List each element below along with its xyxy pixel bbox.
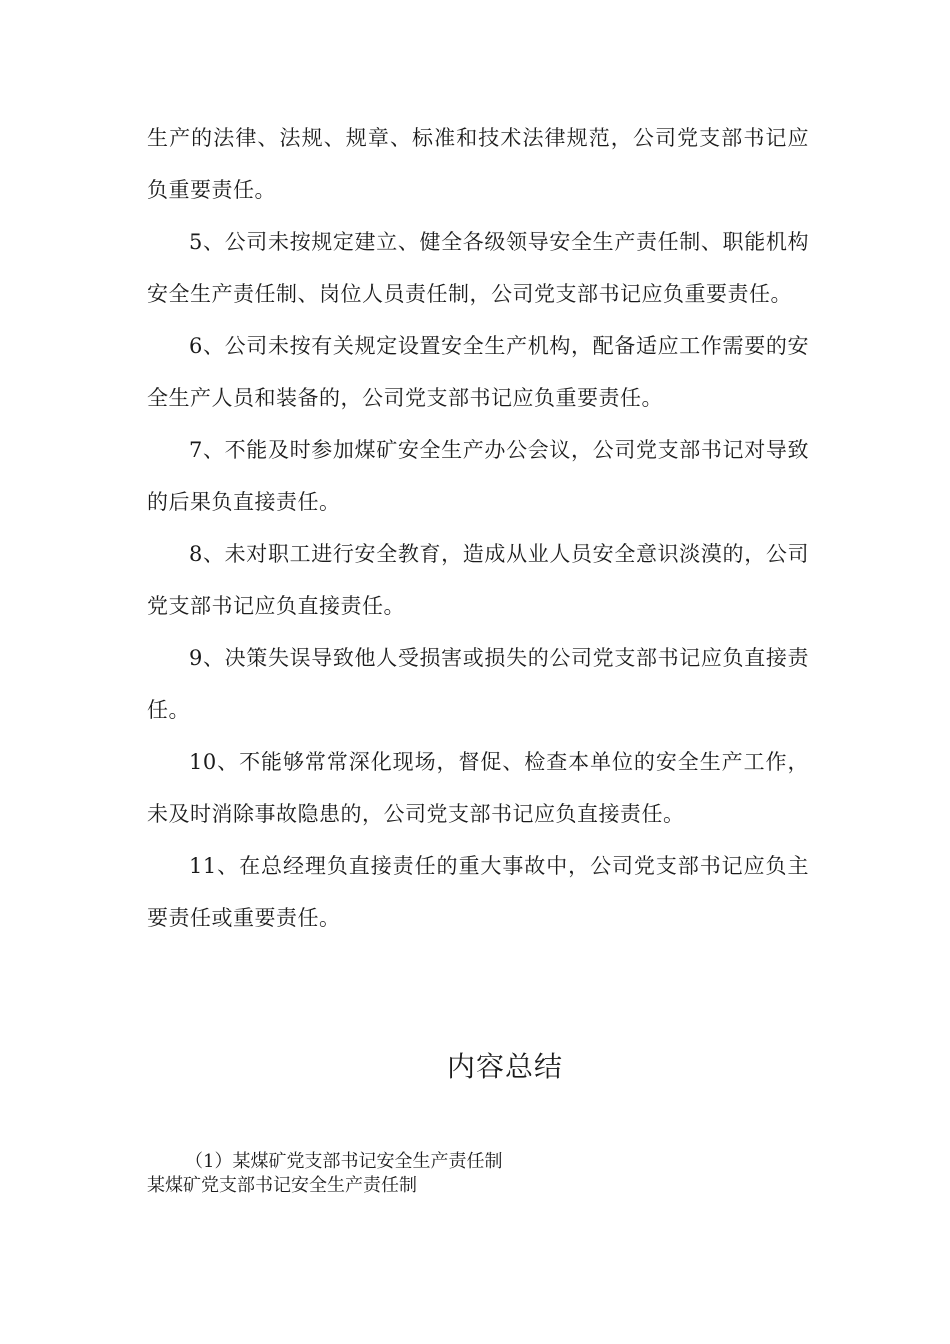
clause-7: 7、不能及时参加煤矿安全生产办公会议，公司党支部书记对导致的后果负直接责任。: [147, 438, 809, 514]
summary-list: [147, 1150, 809, 1198]
clause-5: 5、公司未按规定建立、健全各级领导安全生产责任制、职能机构安全生产责任制、岗位人员责任制，公司党支部书记应负重要责任。: [147, 230, 809, 306]
clause-8: 8、未对职工进行安全教育，造成从业人员安全意识淡漠的，公司党支部书记应负直接责任。: [147, 542, 809, 618]
paragraph-continuation: 生产的法律、法规、规章、标准和技术法律规范，公司党支部书记应负重要责任。: [147, 126, 809, 202]
clause-11: 11、在总经理负直接责任的重大事故中，公司党支部书记应负主要责任或重要责任。: [147, 854, 809, 930]
clause-6: 6、公司未按有关规定设置安全生产机构，配备适应工作需要的安全生产人员和装备的，公司党支部书记应负重要责任。: [147, 334, 809, 410]
summary-item: （1）某煤矿党支部书记安全生产责任制: [185, 1151, 503, 1172]
document-body: [147, 112, 809, 944]
summary-subtitle: 某煤矿党支部书记安全生产责任制: [147, 1175, 417, 1196]
clause-9: 9、决策失误导致他人受损害或损失的公司党支部书记应负直接责任。: [147, 646, 809, 722]
summary-heading: 内容总结: [446, 1050, 563, 1083]
clause-10: 10、不能够常常深化现场，督促、检查本单位的安全生产工作，未及时消除事故隐患的，公司党支部书记应负直接责任。: [147, 750, 809, 826]
